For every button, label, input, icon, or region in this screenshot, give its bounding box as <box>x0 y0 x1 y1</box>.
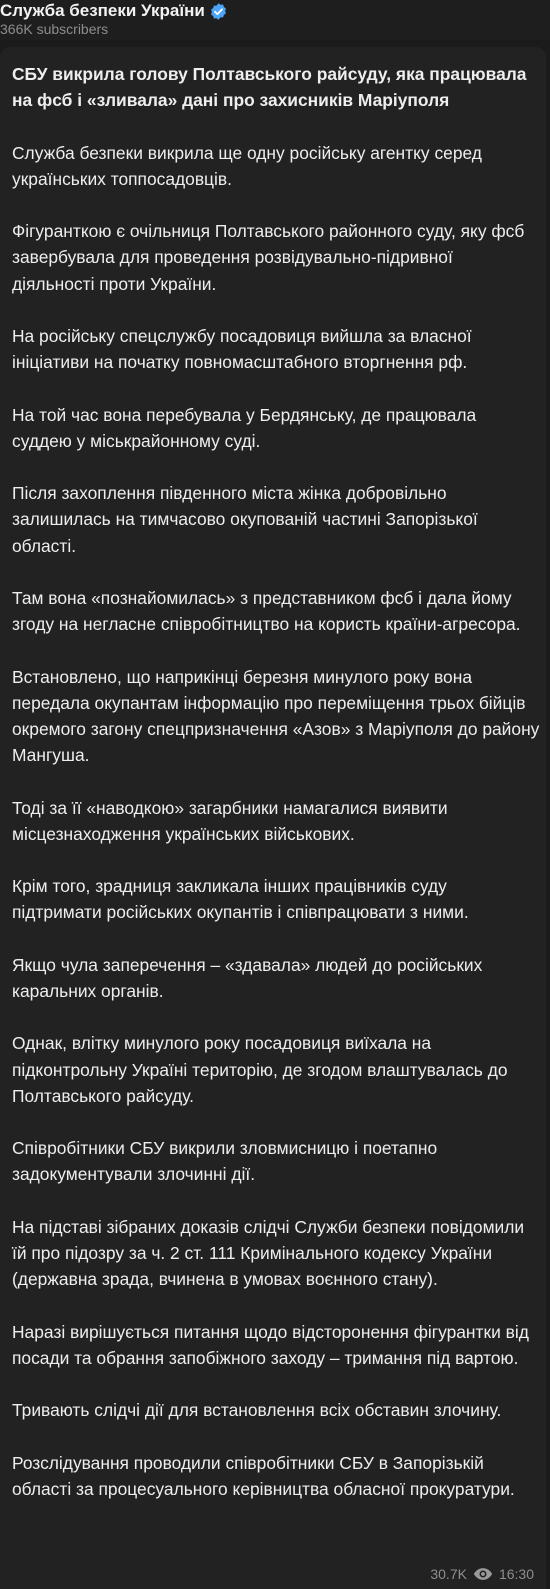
verified-badge-icon <box>209 2 228 21</box>
channel-header[interactable] <box>0 0 550 40</box>
message-bubble <box>0 47 546 1589</box>
channel-title-row[interactable] <box>0 0 228 22</box>
post-paragraph: На російську спецслужбу посадовиця вийшла за власної ініціативи на початку повномасштабного вторгнення рф. <box>12 325 472 373</box>
post-paragraph: Наразі вирішується питання щодо відсторонення фігурантки від посади та обрання запобіжного заходу – тримання під вартою. <box>12 1321 529 1368</box>
post-paragraph: Після захоплення південного міста жінка добровільно залишилась на тимчасово окупованій частині Запорізької області. <box>12 483 478 556</box>
post-headline: СБУ викрила голову Полтавського райсуду, яка працювала на фсб і «зливала» дані про захисників Маріуполя <box>12 64 527 111</box>
post-paragraph: Співробітники СБУ викрили зловмисницю і поетапно задокументували злочинні дії. <box>12 1138 438 1185</box>
post-paragraph: Якщо чула заперечення – «здавала» людей до російських каральних органів. <box>12 954 483 1001</box>
post-text <box>12 61 540 1528</box>
post-paragraph: Встановлено, що наприкінці березня минулого року вона передала окупантам інформацію про переміщення трьох бійців окремого загону спецпризначення «Азов» з Маріуполя до району Мангуша. <box>12 666 540 766</box>
post-paragraph: Розслідування проводили співробітники СБУ в Запорізькій області за процесуального керівництва обласної прокуратури. <box>12 1452 515 1499</box>
post-paragraph: Однак, влітку минулого року посадовиця виїхала на підконтрольну Україні територію, де згодом влаштувалась до Полтавського райсуду. <box>12 1033 508 1106</box>
post-paragraph: На той час вона перебувала у Бердянську, де працювала суддею у міськрайонному суді. <box>12 404 477 451</box>
view-count: 30.7K <box>430 1566 467 1582</box>
post-paragraph: Фігуранткою є очільниця Полтавського районного суду, яку фсб завербувала для проведення розвідувально-підривної діяльності проти України. <box>12 221 525 294</box>
post-paragraph: Служба безпеки викрила ще одну російську агентку серед українських топпосадовців. <box>12 142 482 189</box>
post-paragraph: На підставі зібраних доказів слідчі Служби безпеки повідомили їй про підозру за ч. 2 ст. 111 Кримінального кодексу України (державна зрада, вчинена в умовах воєнного стану). <box>12 1216 525 1290</box>
post-paragraph: Тоді за її «наводкою» загарбники намагалися виявити місцезнаходження українських військових. <box>12 797 448 844</box>
message-time: 16:30 <box>498 1566 534 1582</box>
channel-name[interactable]: Служба безпеки України <box>0 1 205 20</box>
post-paragraph: Там вона «познайомилась» з представником фсб і дала йому згоду на негласне співробітництво на користь країни-агресора. <box>12 587 521 635</box>
post-paragraph: Крім того, зрадниця закликала інших працівників суду підтримати російських окупантів і співпрацювати з ними. <box>12 876 469 923</box>
post-paragraph: Тривають слідчі дії для встановлення всіх обставин злочину. <box>12 1400 502 1421</box>
subscriber-count: 366K subscribers <box>0 21 109 37</box>
eye-icon <box>473 1567 493 1581</box>
message-meta <box>430 1566 534 1582</box>
